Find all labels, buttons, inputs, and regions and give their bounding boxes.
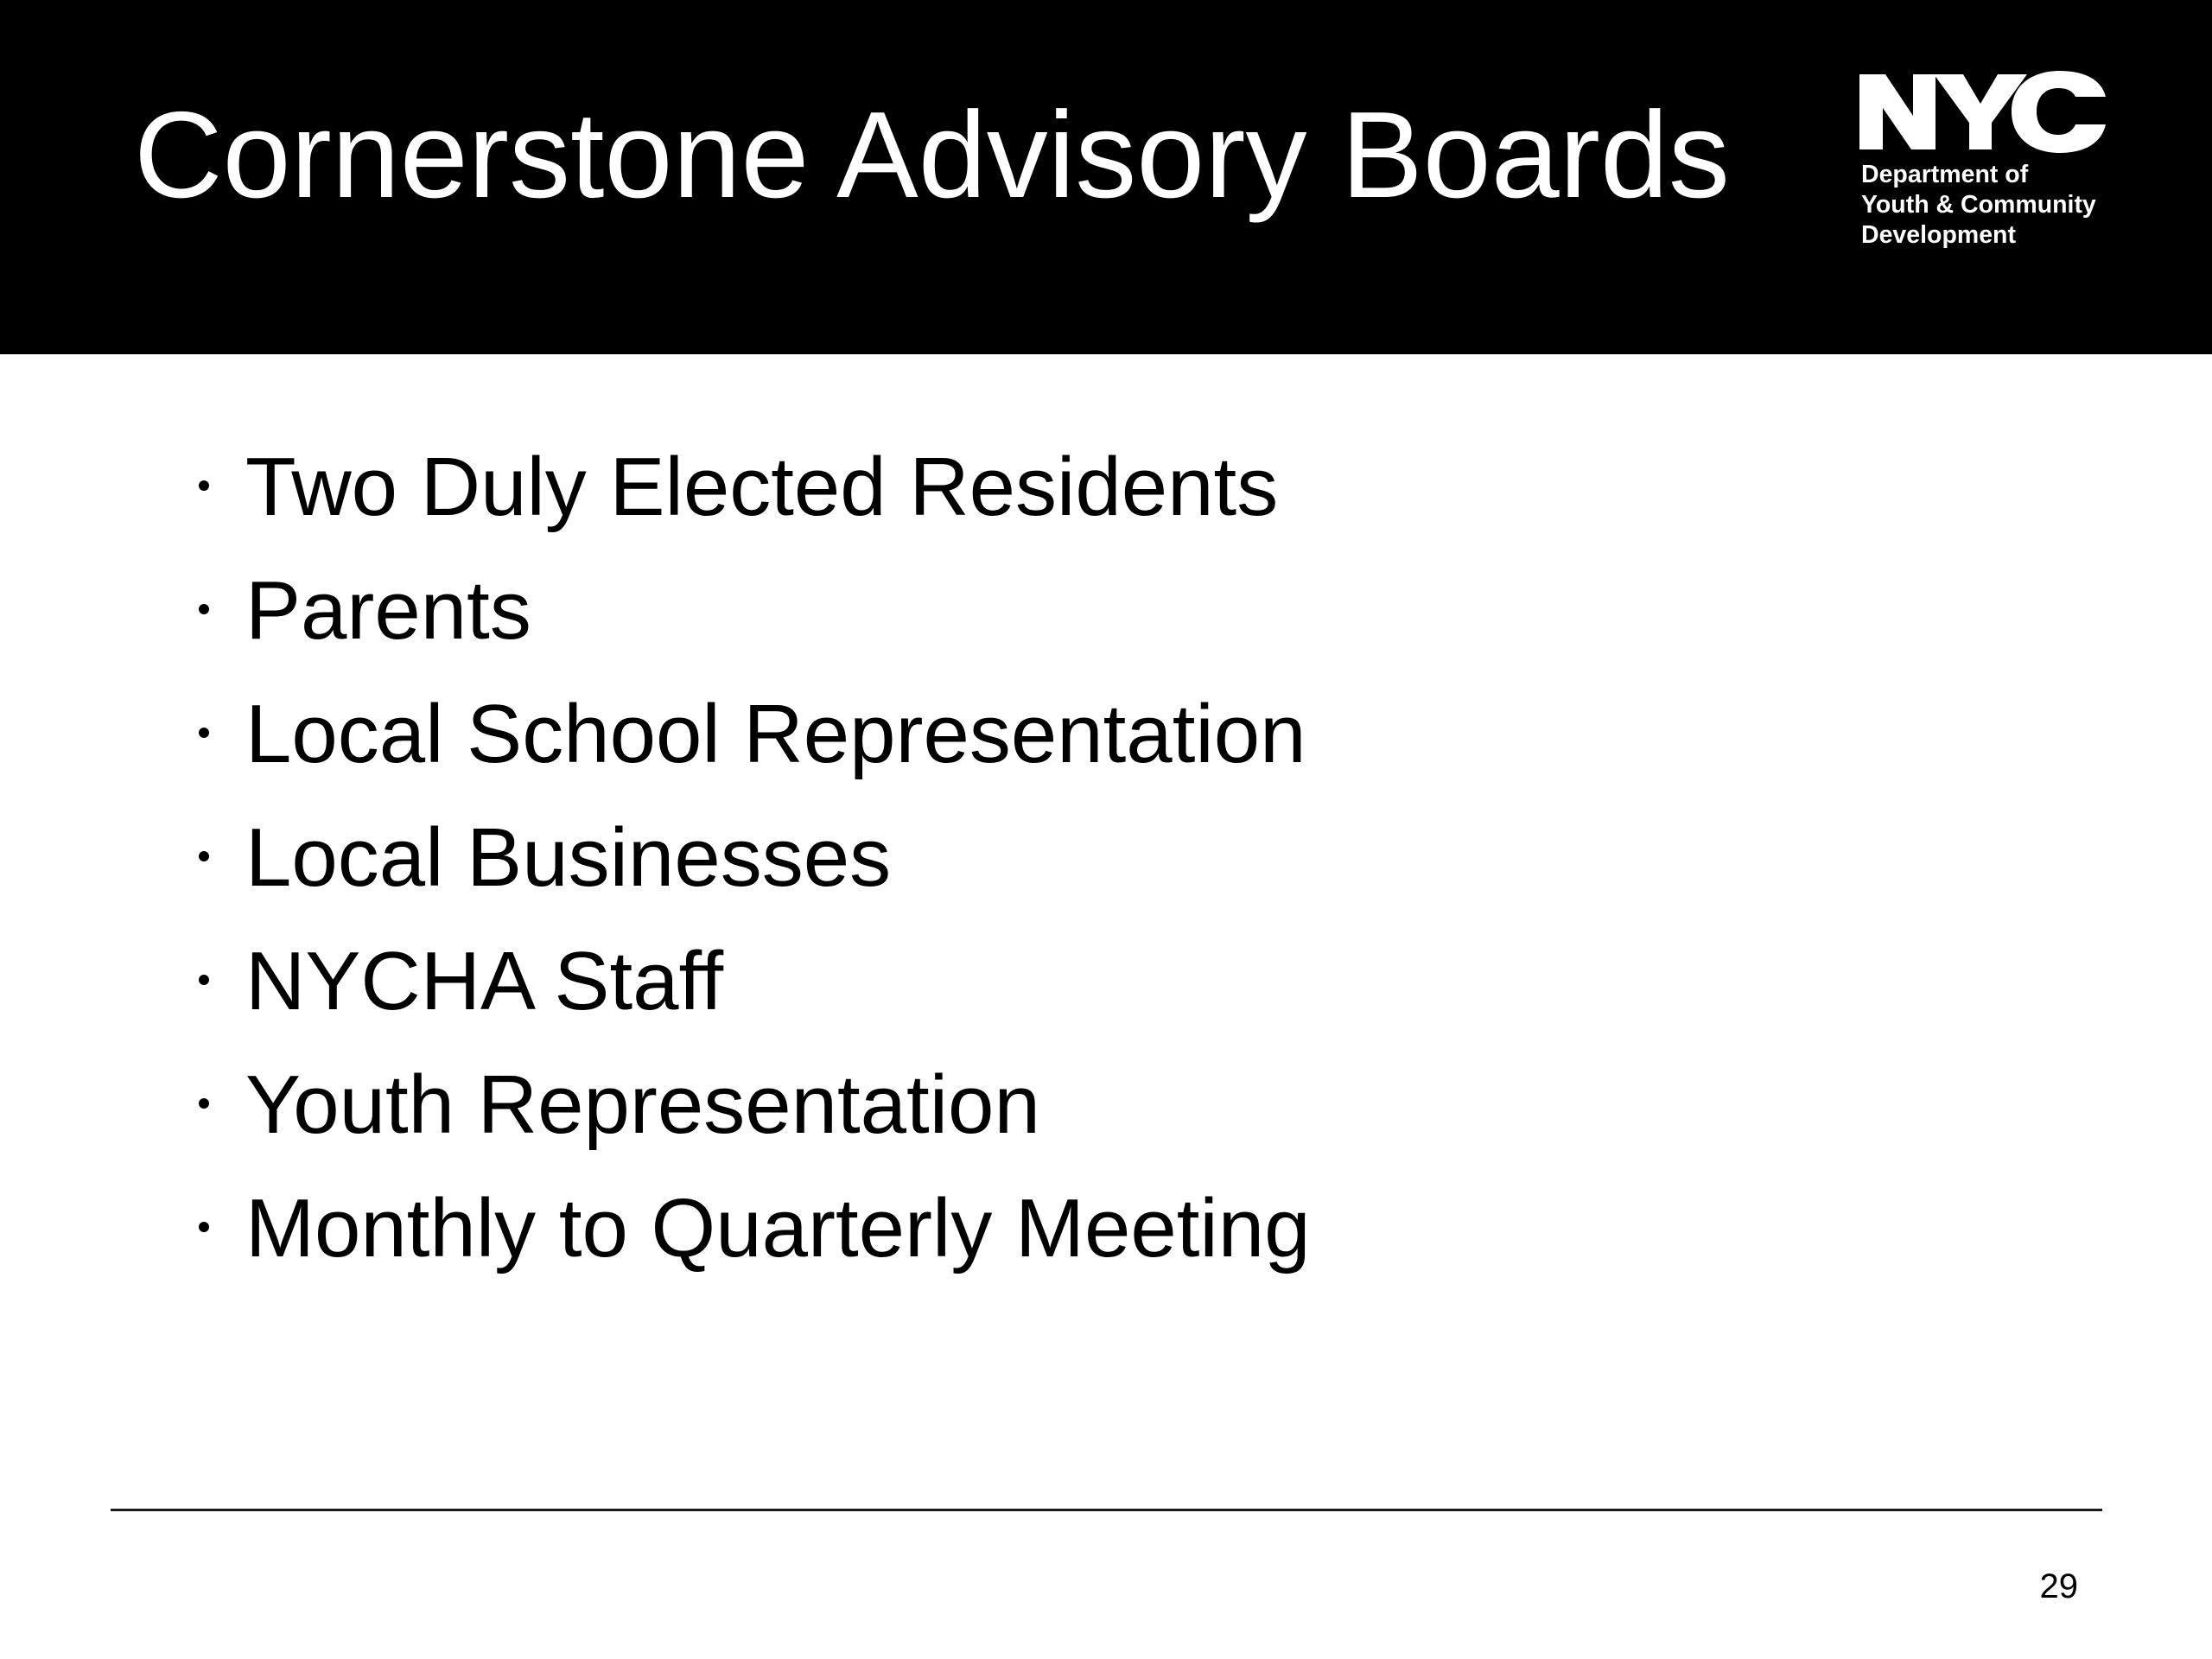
bullet-icon (199, 851, 209, 861)
footer-divider (111, 1509, 2102, 1511)
dycd-logo-text (1861, 160, 2096, 251)
bullet-text: Monthly to Quarterly Meeting (245, 1182, 1311, 1274)
bullet-text: Local Businesses (245, 811, 892, 904)
nyc-dycd-logo (1858, 71, 2134, 261)
nyc-logo-icon (1859, 71, 2106, 153)
bullet-text: NYCHA Staff (245, 935, 724, 1027)
bullet-icon (199, 728, 209, 738)
bullet-icon (199, 604, 209, 614)
logo-line-1: Department of (1861, 161, 2029, 188)
bullet-icon (199, 975, 209, 985)
bullet-text: Youth Representation (245, 1058, 1040, 1151)
slide-title: Cornerstone Advisory Boards (134, 86, 1730, 224)
bullet-text: Two Duly Elected Residents (245, 441, 1279, 533)
bullet-icon (199, 480, 209, 491)
bullet-icon (199, 1098, 209, 1109)
logo-line-2: Youth & Community (1861, 191, 2096, 219)
bullet-text: Local School Representation (245, 688, 1306, 780)
bullet-icon (199, 1222, 209, 1232)
logo-line-3: Development (1861, 221, 2016, 249)
bullet-text: Parents (245, 564, 531, 657)
page-number: 29 (2039, 1567, 2078, 1605)
header-band (0, 0, 2212, 354)
